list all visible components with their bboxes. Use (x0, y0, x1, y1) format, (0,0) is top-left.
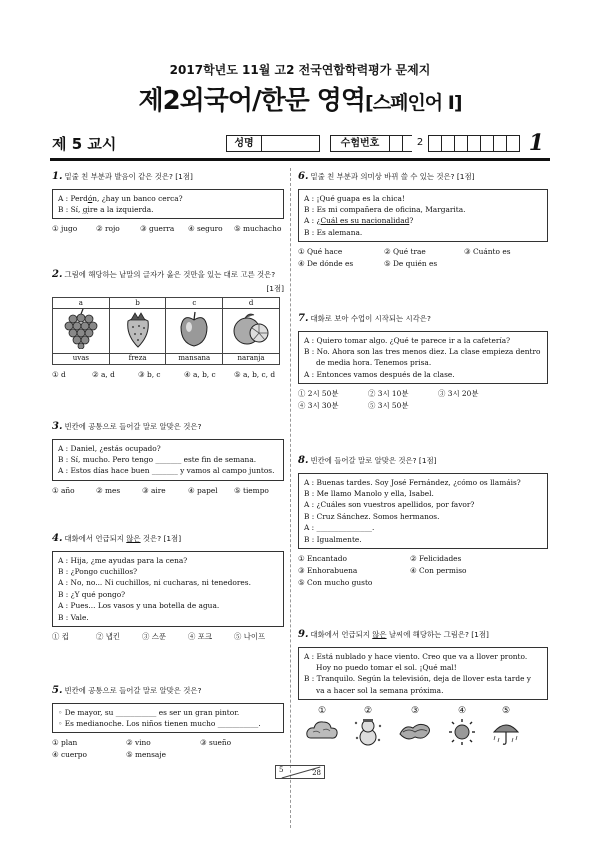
option[interactable]: ⑤ 3시 50분 (368, 401, 409, 411)
exam-title-main: 제2외국어/한문 영역 (138, 86, 366, 116)
option[interactable]: ① 2시 50분 (298, 389, 339, 399)
apple-image (166, 309, 223, 353)
option[interactable]: ④ 3시 30분 (298, 401, 339, 411)
option[interactable]: ① jugo (52, 224, 78, 234)
option[interactable]: ④ De dónde es (298, 259, 354, 269)
dialogue-box (52, 439, 284, 481)
dialogue-line: va a hacer sol la semana próxima. (316, 685, 444, 695)
word-cell: freza (109, 353, 166, 364)
question-prompt: 4. 대화에서 언급되지 않은 것은? [1점] (52, 533, 182, 544)
question-8 (298, 454, 548, 589)
letter-cell: d (223, 298, 280, 309)
dialogue-box (298, 331, 548, 385)
exam-number-dash (481, 135, 494, 152)
question-prompt: 9. 대화에서 언급되지 않은 날씨에 해당하는 그림은? [1점] (298, 629, 489, 640)
letter-cell: a (53, 298, 110, 309)
exam-title-sub: [스페인어 Ⅰ] (365, 92, 462, 114)
option[interactable]: ② Qué trae (384, 247, 426, 257)
question-prompt: 6. 밑줄 친 부분과 의미상 바뀌 쓸 수 있는 것은? [1점] (298, 171, 475, 182)
sentence-line: ◦ De mayor, su ___________ es ser un gran pintor. (58, 707, 240, 717)
question-5 (52, 684, 284, 761)
name-label: 성명 (226, 135, 262, 152)
exam-subtitle: 2017학년도 11월 고2 전국연합학력평가 문제지 (169, 63, 431, 77)
question-prompt: 8. 빈칸에 들어갈 말로 알맞은 것은? [1점] (298, 455, 437, 466)
question-4 (52, 532, 284, 643)
dialogue-line: A : Estos días hace buen _______ y vamos al campo juntos. (58, 466, 275, 476)
option[interactable]: ③ guerra (140, 224, 175, 234)
question-prompt: 2. 그림에 해당하는 낱말의 글자가 옳은 것만을 있는 대로 고른 것은? (52, 269, 276, 280)
option[interactable]: ③ 스푼 (142, 632, 167, 642)
dialogue-line: A : ¿Cuáles son vuestros apellidos, por favor? (304, 500, 475, 510)
dialogue-line: B : Sí, mucho. Pero tengo _______ este fin de semana. (58, 454, 257, 464)
option[interactable]: ④ papel (188, 485, 218, 495)
option[interactable]: ⑤ a, b, c, d (234, 369, 276, 379)
page-counter (275, 765, 325, 779)
question-3 (52, 420, 284, 497)
word-cell: mansana (166, 353, 223, 364)
strawberry-image (109, 309, 166, 353)
question-prompt: 5. 빈칸에 공통으로 들어갈 말로 알맞은 것은? (52, 685, 202, 696)
dialogue-line: B : Sí, gire a la izquierda. (58, 204, 154, 214)
exam-number-digit: 2 (412, 135, 428, 152)
option[interactable]: ③ Enhorabuena (298, 566, 358, 576)
dialogue-box (298, 473, 548, 550)
question-2 (52, 268, 284, 381)
exam-number-cell[interactable] (390, 135, 403, 152)
wind-icon (397, 718, 433, 744)
weather-options (298, 705, 528, 749)
exam-number-label: 수험번호 (330, 135, 390, 152)
dialogue-line: B : Vale. (58, 612, 89, 622)
sun-icon (447, 718, 477, 746)
orange-image (223, 309, 280, 353)
sentence-box (52, 703, 284, 734)
option[interactable]: ① plan (52, 738, 78, 748)
option[interactable]: ④ seguro (188, 224, 223, 234)
umbrella-rain-icon (491, 718, 521, 746)
weather-option-snow[interactable]: ② (353, 705, 383, 749)
question-prompt: 7. 대화로 보아 수업이 시작되는 시각은? (298, 313, 431, 324)
dialogue-line: B : Igualmente. (304, 534, 362, 544)
dialogue-line: B : Es alemana. (304, 227, 363, 237)
exam-number-cell[interactable] (442, 135, 455, 152)
option[interactable]: ② mes (96, 485, 121, 495)
question-prompt: 1. 밑줄 친 부분과 발음이 같은 것은? [1점] (52, 171, 193, 182)
question-9 (298, 628, 548, 750)
exam-number-cell[interactable] (455, 135, 468, 152)
word-cell: uvas (53, 353, 110, 364)
column-divider (290, 168, 291, 828)
period-label: 제 5 교시 (52, 135, 117, 153)
dialogue-box (52, 189, 284, 220)
dialogue-line: B : Me llamo Manolo y ella, Isabel. (304, 488, 434, 498)
dialogue-line: A : Pues... Los vasos y una botella de agua. (58, 601, 220, 611)
option[interactable]: ② a, d (92, 369, 115, 379)
option[interactable]: ③ 3시 20분 (438, 389, 479, 399)
cloud-icon (305, 718, 339, 744)
option[interactable]: ④ 포크 (188, 632, 213, 642)
dialogue-box (52, 551, 284, 628)
dialogue-line: A : Hija, ¿me ayudas para la cena? (58, 555, 188, 565)
question-6 (298, 170, 548, 270)
dialogue-line: B : ¿Pongo cuchillos? (58, 566, 138, 576)
option[interactable]: ⑤ muchacho (234, 224, 282, 234)
option[interactable]: ② vino (126, 738, 151, 748)
exam-number-cell[interactable] (429, 135, 442, 152)
option[interactable]: ⑤ mensaje (126, 750, 166, 760)
option[interactable]: ② 냅킨 (96, 632, 121, 642)
option[interactable]: ⑤ 나이프 (234, 632, 266, 642)
option[interactable]: ⑤ De quién es (384, 259, 438, 269)
dialogue-line: A : Daniel, ¿estás ocupado? (58, 443, 161, 453)
exam-info-row (50, 130, 550, 156)
dialogue-line: B : Cruz Sánchez. Somos hermanos. (304, 511, 440, 521)
weather-option-cloud[interactable]: ① (305, 705, 339, 749)
dialogue-box (298, 647, 548, 701)
dialogue-line: B : Tranquilo. Según la televisión, deja de llover esta tarde y (304, 674, 531, 684)
snowman-icon (353, 718, 383, 746)
page-number: 1 (528, 130, 544, 156)
exam-number-cell[interactable] (468, 135, 481, 152)
weather-option-rain[interactable]: ⑤ (491, 705, 521, 749)
option[interactable]: ④ a, b, c (184, 369, 216, 379)
option[interactable]: ① año (52, 485, 75, 495)
dialogue-line: A : Entonces vamos después de la clase. (304, 369, 455, 379)
sentence-line: ◦ Es medianoche. Los niños tienen mucho ___________. (58, 718, 261, 728)
option[interactable]: ⑤ Con mucho gusto (298, 578, 373, 587)
option[interactable]: ③ aire (142, 485, 166, 495)
fruit-table (52, 297, 280, 364)
dialogue-line: B : No. Ahora son las tres menos diez. La clase empieza dentro (304, 346, 541, 356)
dialogue-line: B : Es mi compañera de oficina, Margarita. (304, 204, 466, 214)
total-pages: 28 (312, 768, 321, 777)
option[interactable]: ② 3시 10분 (368, 389, 409, 399)
option[interactable]: ① d (52, 369, 66, 379)
dialogue-line: B : ¿Y qué pongo? (58, 589, 126, 599)
word-cell: naranja (223, 353, 280, 364)
header-rule (50, 158, 550, 161)
exam-title (0, 84, 600, 119)
dialogue-line: A : Perdón, ¿hay un banco cerca? (58, 193, 183, 203)
exam-number-cell[interactable] (494, 135, 507, 152)
weather-option-wind[interactable]: ③ (397, 705, 433, 749)
exam-number-cell[interactable] (507, 135, 520, 152)
option[interactable]: ④ Con permiso (410, 566, 467, 576)
option[interactable]: ⑤ tiempo (234, 485, 269, 495)
weather-option-sun[interactable]: ④ (447, 705, 477, 749)
option[interactable]: ③ sueño (200, 738, 232, 748)
dialogue-line: A : _______________. (304, 523, 375, 533)
dialogue-line: A : No, no... Ni cuchillos, ni cucharas, ni tenedores. (58, 578, 251, 588)
dialogue-line: de media hora. Tenemos prisa. (316, 358, 432, 368)
dialogue-line: A : Buenas tardes. Soy José Fernández, ¿cómo os llamáis? (304, 477, 521, 487)
question-1 (52, 170, 284, 235)
dialogue-box (298, 189, 548, 243)
question-prompt: 3. 빈칸에 공통으로 들어갈 말로 알맞은 것은? (52, 421, 202, 432)
letter-cell: b (109, 298, 166, 309)
option[interactable]: ① Encantado (298, 554, 347, 564)
option[interactable]: ② Felicidades (410, 554, 462, 564)
option[interactable]: ③ Cuánto es (464, 247, 511, 257)
dialogue-line: A : Quiero tomar algo. ¿Qué te parece ir a la cafetería? (304, 335, 511, 345)
points-label: [1점] (266, 283, 284, 293)
dialogue-line: A : Está nublado y hace viento. Creo que va a llover pronto. (304, 651, 528, 661)
option[interactable]: ① Qué hace (298, 247, 343, 257)
option[interactable]: ② rojo (96, 224, 120, 234)
letter-cell: c (166, 298, 223, 309)
option[interactable]: ④ cuerpo (52, 750, 87, 760)
dialogue-line: A : ¿Cuál es su nacionalidad? (304, 216, 414, 226)
grapes-image (53, 309, 110, 353)
name-field[interactable] (262, 135, 320, 152)
question-7 (298, 312, 548, 412)
current-page: 5 (279, 766, 284, 774)
dialogue-line: Hoy no puedo tomar el sol. ¡Qué mal! (316, 662, 457, 672)
option[interactable]: ① 컵 (52, 632, 69, 642)
dialogue-line: A : ¡Qué guapa es la chica! (304, 193, 405, 203)
option[interactable]: ③ b, c (138, 369, 161, 379)
